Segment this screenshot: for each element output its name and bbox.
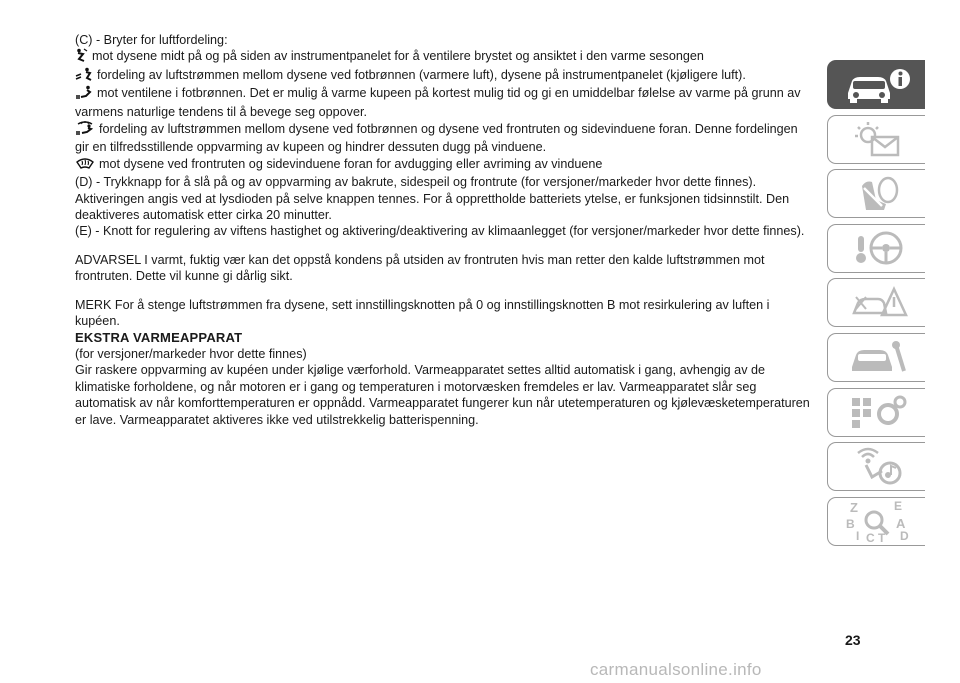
index-letter-b: B (845, 517, 855, 532)
tab-emergency[interactable] (827, 278, 925, 327)
tab-multimedia[interactable] (827, 442, 925, 491)
section-heading: EKSTRA VARMEAPPARAT (75, 329, 243, 345)
warning-lights-icon (842, 119, 912, 159)
warning-text: ADVARSEL I varmt, fuktig vær kan det oppstå kondens på utsiden av frontruten hvis man retter den kalde luftstrømmen mot frontruten. Dette vil kunne gi dårlig sikt. (75, 252, 765, 284)
defrost-windshield-icon (75, 157, 95, 174)
tab-car-info[interactable] (827, 60, 925, 109)
technical-data-icon (842, 392, 912, 432)
starting-driving-icon (842, 228, 912, 268)
tab-safety[interactable] (827, 169, 925, 218)
mode-face (75, 48, 810, 66)
section-subheading: (for versjoner/markeder hvor dette finnes) (75, 346, 307, 361)
mode-feet-text: mot ventilene i fotbrønnen. Det er mulig å varme kupeen på kortest mulig tid og gi en umiddelbar følelse av varme på grunn av varmens naturlige tendens til å bevege seg oppover. (75, 86, 801, 119)
mode-feet-windshield (75, 120, 810, 156)
tab-index[interactable] (827, 497, 925, 546)
car-info-icon (842, 65, 912, 105)
airflow-face-icon (75, 48, 88, 66)
airflow-face-feet-icon (75, 67, 93, 85)
chapter-sidebar (827, 60, 927, 551)
page-number: 23 (845, 632, 861, 648)
safety-airbag-icon (842, 174, 912, 214)
tab-warning-lights[interactable] (827, 115, 925, 164)
mode-defrost (75, 156, 810, 174)
index-letter-c: C (865, 531, 875, 545)
page-content (75, 32, 810, 428)
airflow-feet-icon (75, 85, 93, 103)
index-icon (842, 498, 912, 544)
paragraph-d: (D) - Trykknapp for å slå på og av oppvarming av bakrute, sidespeil og frontrute (for versjoner/markeder hvor dette finnes). Aktiveringen angis ved at lysdioden på selve knappen tennes. For å opprettholde batteriets ytelse, er funksjonen tidsinnstilt. Den deaktiveres automatisk etter cirka 20 minutter. (75, 175, 790, 223)
tab-maintenance[interactable] (827, 333, 925, 382)
intro-text: (C) - Bryter for luftfordeling: (75, 33, 228, 47)
index-letter-i: I (855, 529, 859, 544)
mode-feet (75, 85, 810, 120)
index-letter-e: E (893, 499, 902, 514)
tab-starting-driving[interactable] (827, 224, 925, 273)
mode-defrost-text: mot dysene ved frontruten og sidevinduene foran for avdugging eller avriming av vinduene (99, 156, 603, 171)
heater-text: Gir raskere oppvarming av kupéen under kjølige værforhold. Varmeapparatet settes alltid automatisk i gang, avhengig av de klimatiske forholdene, og når motoren er i gang og temperaturen i motorvæsken fremdeles er lav. Varmeapparatet slår seg automatisk av når komforttemperaturen er oppnådd. Varmeapparatet fungerer kun når utetemperaturen og kjølevæsketemperaturen er lave. Varmeapparatet aktiveres ikke ved utilstrekkelig batterispenning. (75, 363, 810, 427)
watermark: carmanualsonline.info (590, 660, 762, 679)
index-letter-t: T (877, 531, 885, 545)
maintenance-icon (842, 337, 912, 377)
mode-feet-windshield-text: fordeling av luftstrømmen mellom dysene ved fotbrønnen og dysene ved frontruten og sidevinduene foran. Denne fordelingen gir en tilfredsstillende oppvarming av kupeen og hindrer dessuten dugg på vinduene. (75, 122, 798, 155)
note-text: MERK For å stenge luftstrømmen fra dysene, sett innstillingsknotten på 0 og innstillingsknotten B mot resirkulering av luften i kupéen. (75, 297, 770, 329)
paragraph-e: (E) - Knott for regulering av viftens hastighet og aktivering/deaktivering av klimaanlegget (for versjoner/markeder hvor dette finnes). (75, 224, 805, 239)
index-letter-z: Z (849, 500, 858, 516)
multimedia-icon (842, 447, 912, 487)
mode-face-feet (75, 67, 810, 85)
index-letter-a: A (895, 516, 905, 532)
mode-face-feet-text: fordeling av luftstrømmen mellom dysene ved fotbrønnen (varmere luft), dysene på instrumentpanelet (kjøligere luft). (97, 67, 746, 82)
emergency-icon (842, 283, 912, 323)
airflow-feet-windshield-icon (75, 120, 95, 139)
tab-technical-data[interactable] (827, 388, 925, 437)
mode-face-text: mot dysene midt på og på siden av instrumentpanelet for å ventilere brystet og ansiktet i den varme sesongen (92, 49, 704, 64)
index-letter-d: D (899, 529, 909, 544)
